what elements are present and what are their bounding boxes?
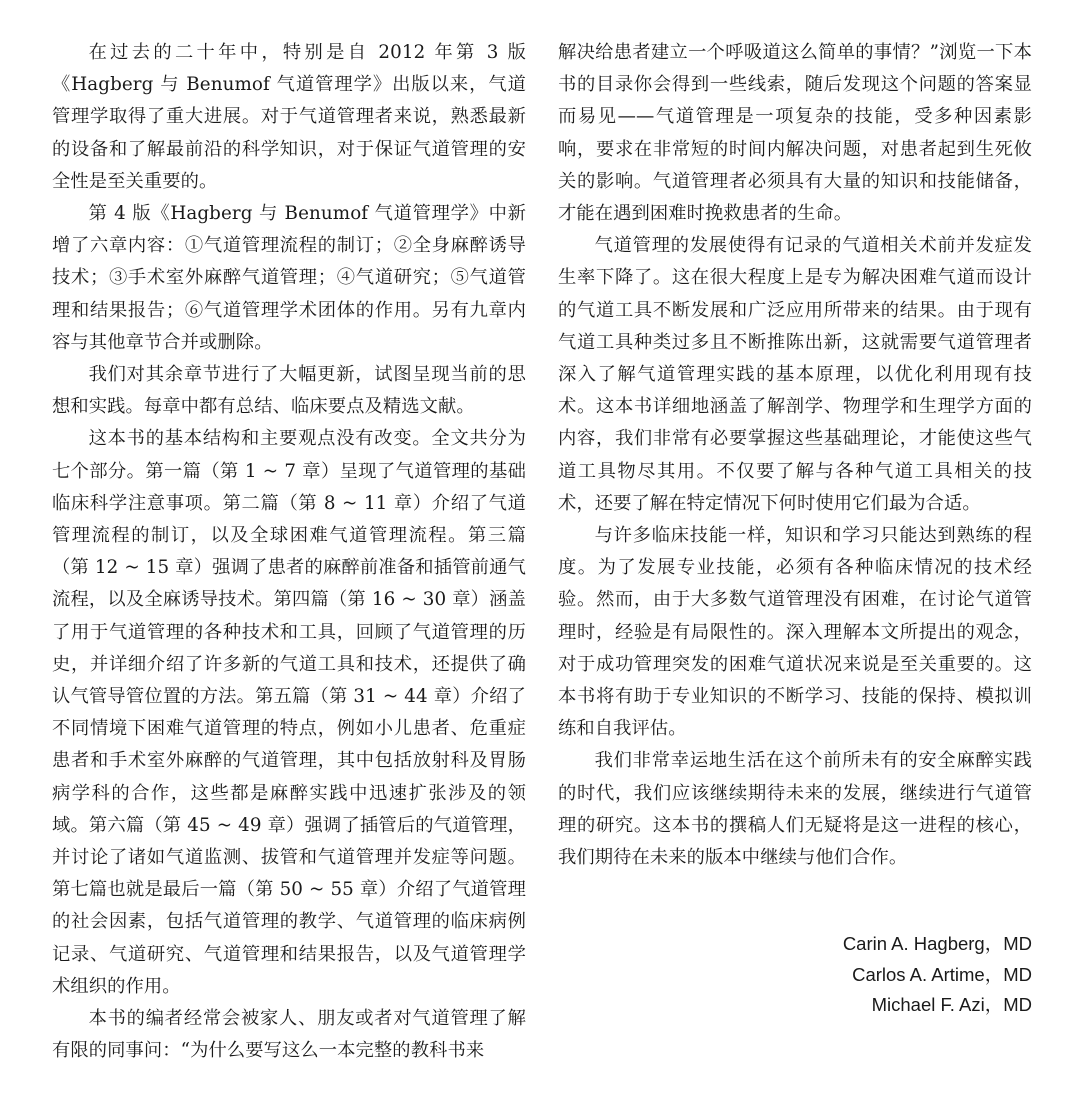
paragraph: 我们非常幸运地生活在这个前所未有的安全麻醉实践的时代，我们应该继续期待未来的发展，继续进行气道管理的研究。这本书的撰稿人们无疑将是这一进程的核心，我们期待在未来的版本中继续与他们合作。 bbox=[558, 750, 1032, 869]
paragraph: 与许多临床技能一样，知识和学习只能达到熟练的程度。为了发展专业技能，必须有各种临床情况的技术经验。然而，由于大多数气道管理没有困难，在讨论气道管理时，经验是有局限性的。深入理解本文所提出的观念，对于成功管理突发的困难气道状况来说是至关重要的。这本书将有助于专业知识的不断学习、技能的保持、模拟训练和自我评估。 bbox=[558, 525, 1032, 740]
paragraph: 在过去的二十年中，特别是自 2012 年第 3 版《Hagberg 与 Benumof 气道管理学》出版以来，气道管理学取得了重大进展。对于气道管理者来说，熟悉最新的设备和了解最前沿的科学知识，对于保证气道管理的安全性是至关重要的。 bbox=[52, 42, 526, 192]
paragraph: 这本书的基本结构和主要观点没有改变。全文共分为七个部分。第一篇（第 1 ~ 7 章）呈现了气道管理的基础临床科学注意事项。第二篇（第 8 ~ 11 章）介绍了气道管理流程的制订，以及全球困难气道管理流程。第三篇（第 12 ~ 15 章）强调了患者的麻醉前准备和插管前通气流程，以及全麻诱导技术。第四篇（第 16 ~ 30 章）涵盖了用于气道管理的各种技术和工具，回顾了气道管理的历史，并详细介绍了许多新的气道工具和技术，还提供了确认气管导管位置的方法。第五篇（第 31 ~ 44 章）介绍了不同情境下困难气道管理的特点，例如小儿患者、危重症患者和手术室外麻醉的气道管理，其中包括放射科及胃肠病学科的合作，这些都是麻醉实践中迅速扩张涉及的领域。第六篇（第 45 ~ 49 章）强调了插管后的气道管理，并讨论了诸如气道监测、拔管和气道管理并发症等问题。第七篇也就是最后一篇（第 50 ~ 55 章）介绍了气道管理的社会因素，包括气道管理的教学、气道管理的临床病例记录、气道研究、气道管理和结果报告，以及气道管理学术组织的作用。 bbox=[52, 428, 526, 997]
paragraph: 我们对其余章节进行了大幅更新，试图呈现当前的思想和实践。每章中都有总结、临床要点及精选文献。 bbox=[52, 364, 526, 418]
paragraph: 本书的编者经常会被家人、朋友或者对气道管理了解有限的同事问：“为什么要写这么一本完整的教科书来 bbox=[52, 1008, 526, 1062]
author-name: Michael F. Azi，MD bbox=[871, 994, 1032, 1015]
author-signatures bbox=[843, 929, 1032, 1021]
paragraph: 气道管理的发展使得有记录的气道相关术前并发症发生率下降了。这在很大程度上是专为解决困难气道而设计的气道工具不断发展和广泛应用所带来的结果。由于现有气道工具种类过多且不断推陈出新，这就需要气道管理者深入了解气道管理实践的基本原理，以优化利用现有技术。这本书详细地涵盖了解剖学、物理学和生理学方面的内容，我们非常有必要掌握这些基础理论，才能使这些气道工具物尽其用。不仅要了解与各种气道工具相关的技术，还要了解在特定情况下何时使用它们最为合适。 bbox=[558, 235, 1032, 514]
paragraph-continued: 解决给患者建立一个呼吸道这么简单的事情？”浏览一下本书的目录你会得到一些线索，随后发现这个问题的答案显而易见——气道管理是一项复杂的技能，受多种因素影响，要求在非常短的时间内解决问题，对患者起到生死攸关的影响。气道管理者必须具有大量的知识和技能储备，才能在遇到困难时挽救患者的生命。 bbox=[558, 42, 1032, 225]
paragraph: 第 4 版《Hagberg 与 Benumof 气道管理学》中新增了六章内容：①气道管理流程的制订；②全身麻醉诱导技术；③手术室外麻醉气道管理；④气道研究；⑤气道管理和结果报告；⑥气道管理学术团体的作用。另有九章内容与其他章节合并或删除。 bbox=[52, 203, 526, 353]
author-name: Carlos A. Artime，MD bbox=[852, 963, 1032, 985]
right-column bbox=[558, 37, 1032, 874]
left-column bbox=[52, 37, 526, 1068]
author-name: Carin A. Hagberg，MD bbox=[842, 933, 1032, 954]
